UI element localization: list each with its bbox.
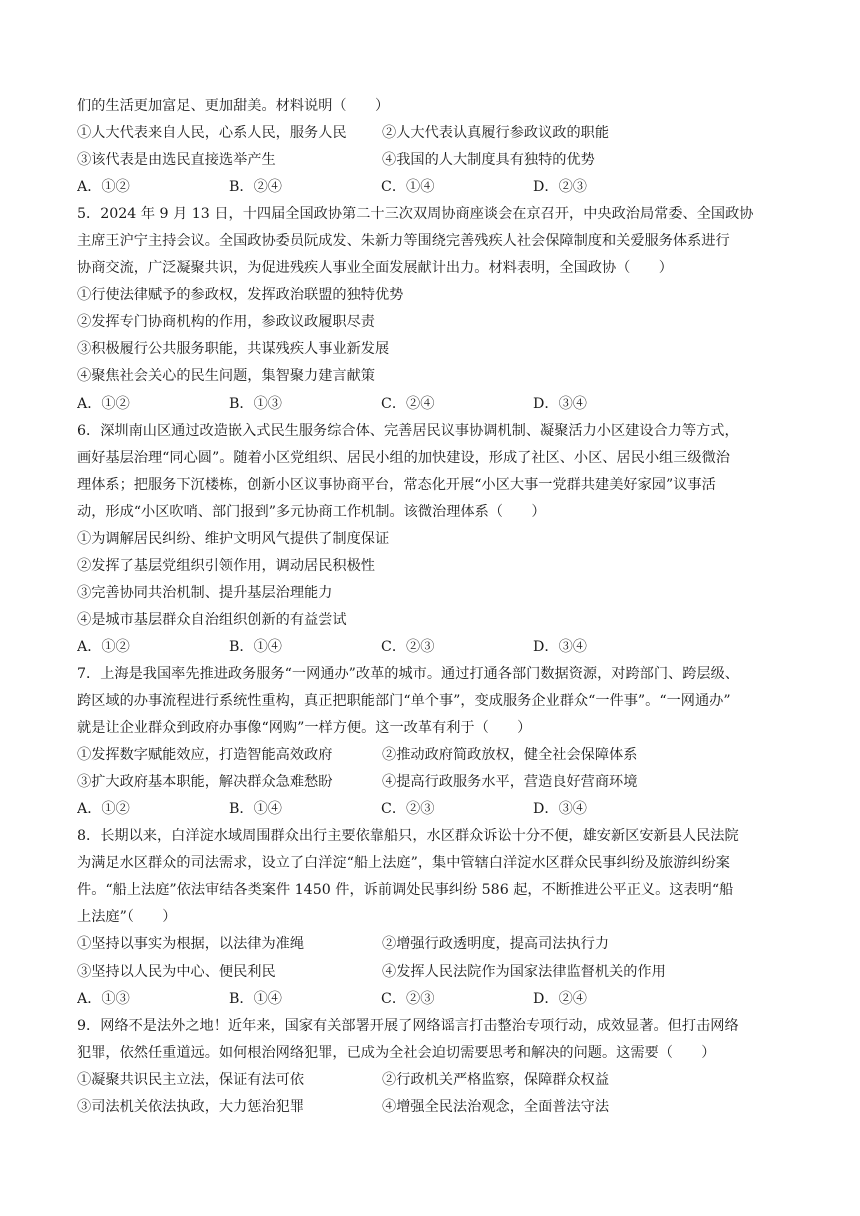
question-7-statements-row-2 — [77, 769, 789, 796]
statement-3: ③该代表是由选民直接选举产生 — [77, 152, 276, 169]
question-8-stem-line-4: 上法庭”（ ） — [77, 909, 177, 926]
question-6-stem-line-2: 画好基层治理“同心圆”。随着小区党组织、居民小组的加快建设，形成了社区、小区、居民小组三级微治 — [77, 449, 730, 466]
question-8-stem-line-1: 8．长期以来，白洋淀水域周围群众出行主要依靠船只，水区群众诉讼十分不便，雄安新区安新县人民法院 — [77, 828, 739, 845]
question-8-stem-line-3: 件。“船上法庭”依法审结各类案件 1450 件，诉前调处民事纠纷 586 起，不断推进公平正义。这表明“船 — [77, 882, 734, 899]
choice-a: A．①② — [77, 395, 130, 412]
question-5-stem-line-3: 协商交流，广泛凝聚共识，为促进残疾人事业全面发展献计出力。材料表明，全国政协（ ） — [77, 260, 673, 277]
statement-1: ①坚持以事实为根据，以法律为准绳 — [77, 936, 305, 953]
question-7-stem-line-3: 就是让企业群众到政府办事像“网购”一样方便。这一改革有利于（ ） — [77, 720, 532, 737]
statement-2: ②增强行政透明度，提高司法执行力 — [382, 936, 610, 953]
question-6-statement-4: ④是城市基层群众自治组织创新的有益尝试 — [77, 611, 347, 628]
question-4-statements-row-2 — [77, 147, 789, 174]
statement-4: ④增强全民法治观念，全面普法守法 — [382, 1098, 610, 1115]
statement-2: ②人大代表认真履行参政议政的职能 — [382, 125, 610, 142]
choice-d: D．②③ — [533, 179, 587, 196]
choice-b: B．②④ — [229, 179, 282, 196]
question-7-stem-line-1: 7．上海是我国率先推进政务服务“一网通办”改革的城市。通过打通各部门数据资源，对跨部门、跨层级、 — [77, 665, 739, 682]
choice-b: B．①④ — [229, 638, 282, 655]
question-6-stem-line-4: 动，形成“小区吹哨、部门报到”多元协商工作机制。该微治理体系（ ） — [77, 503, 546, 520]
choice-b: B．①③ — [229, 395, 282, 412]
choice-b: B．①④ — [229, 990, 282, 1007]
statement-4: ④发挥人民法院作为国家法律监督机关的作用 — [382, 963, 666, 980]
statement-1: ①人大代表来自人民，心系人民，服务人民 — [77, 125, 347, 142]
question-4-statements-row-1 — [77, 120, 789, 147]
choice-d: D．③④ — [533, 395, 587, 412]
question-5-statement-4: ④聚焦社会关心的民生问题，集智聚力建言献策 — [77, 368, 375, 385]
question-4-stem-end: 们的生活更加富足、更加甜美。材料说明（ ） — [77, 98, 390, 114]
choice-a: A．①③ — [77, 990, 130, 1007]
exam-page — [77, 93, 789, 1121]
question-7-stem-line-2: 跨区域的办事流程进行系统性重构，真正把职能部门“单个事”，变成服务企业群众“一件事”。“一网通办” — [77, 693, 731, 710]
question-9-statements-row-2 — [77, 1094, 789, 1121]
choice-c: C．②③ — [381, 801, 435, 818]
question-9-stem-line-2: 犯罪，依然任重道远。如何根治网络犯罪，已成为全社会迫切需要思考和解决的问题。这需要（ ） — [77, 1044, 716, 1061]
statement-4: ④我国的人大制度具有独特的优势 — [382, 152, 595, 169]
question-6-statement-3: ③完善协同共治机制、提升基层治理能力 — [77, 584, 333, 601]
question-6-statement-2: ②发挥了基层党组织引领作用，调动居民积极性 — [77, 557, 375, 574]
question-6-stem-line-3: 理体系；把服务下沉楼栋，创新小区议事协商平台，常态化开展“小区大事一党群共建美好家园”议事活 — [77, 476, 716, 493]
question-5-choices — [77, 391, 789, 418]
choice-a: A．①② — [77, 179, 130, 196]
question-5-stem-line-2: 主席王沪宁主持会议。全国政协委员阮成发、朱新力等围绕完善残疾人社会保障制度和关爱服务体系进行 — [77, 233, 730, 250]
question-5-statement-3: ③积极履行公共服务职能，共谋残疾人事业新发展 — [77, 341, 390, 358]
question-8-choices — [77, 986, 789, 1013]
choice-d: D．③④ — [533, 801, 587, 818]
question-6-stem-line-1: 6．深圳南山区通过改造嵌入式民生服务综合体、完善居民议事协调机制、凝聚活力小区建设合力等方式， — [77, 422, 739, 439]
choice-d: D．③④ — [533, 638, 587, 655]
choice-a: A．①② — [77, 638, 130, 655]
question-5-statement-2: ②发挥专门协商机构的作用，参政议政履职尽责 — [77, 314, 375, 331]
statement-3: ③坚持以人民为中心、便民利民 — [77, 963, 276, 980]
question-5-stem-line-1: 5．2024 年 9 月 13 日，十四届全国政协第二十三次双周协商座谈会在京召开，中央政治局常委、全国政协 — [77, 206, 754, 223]
choice-c: C．②③ — [381, 990, 435, 1007]
statement-3: ③司法机关依法执政，大力惩治犯罪 — [77, 1098, 305, 1115]
choice-c: C．②④ — [381, 395, 435, 412]
question-6-choices — [77, 634, 789, 661]
statement-2: ②推动政府简政放权，健全社会保障体系 — [382, 747, 638, 764]
question-4-choices — [77, 174, 789, 201]
question-5-statement-1: ①行使法律赋予的参政权，发挥政治联盟的独特优势 — [77, 287, 404, 304]
statement-4: ④提高行政服务水平，营造良好营商环境 — [382, 774, 638, 791]
question-7-statements-row-1 — [77, 742, 789, 769]
statement-3: ③扩大政府基本职能，解决群众急难愁盼 — [77, 774, 333, 791]
statement-1: ①凝聚共识民主立法，保证有法可依 — [77, 1071, 305, 1088]
choice-c: C．②③ — [381, 638, 435, 655]
statement-1: ①发挥数字赋能效应，打造智能高效政府 — [77, 747, 333, 764]
choice-a: A．①② — [77, 801, 130, 818]
question-8-stem-line-2: 为满足水区群众的司法需求，设立了白洋淀“船上法庭”，集中管辖白洋淀水区群众民事纠纷及旅游纠纷案 — [77, 855, 730, 872]
question-8-statements-row-1 — [77, 931, 789, 958]
question-7-choices — [77, 796, 789, 823]
question-8-statements-row-2 — [77, 959, 789, 986]
choice-d: D．②④ — [533, 990, 587, 1007]
question-9-statements-row-1 — [77, 1067, 789, 1094]
choice-c: C．①④ — [381, 179, 435, 196]
choice-b: B．①④ — [229, 801, 282, 818]
statement-2: ②行政机关严格监察，保障群众权益 — [382, 1071, 610, 1088]
question-9-stem-line-1: 9．网络不是法外之地！近年来，国家有关部署开展了网络谣言打击整治专项行动，成效显著。但打击网络 — [77, 1017, 739, 1034]
question-6-statement-1: ①为调解居民纠纷、维护文明风气提供了制度保证 — [77, 530, 390, 547]
